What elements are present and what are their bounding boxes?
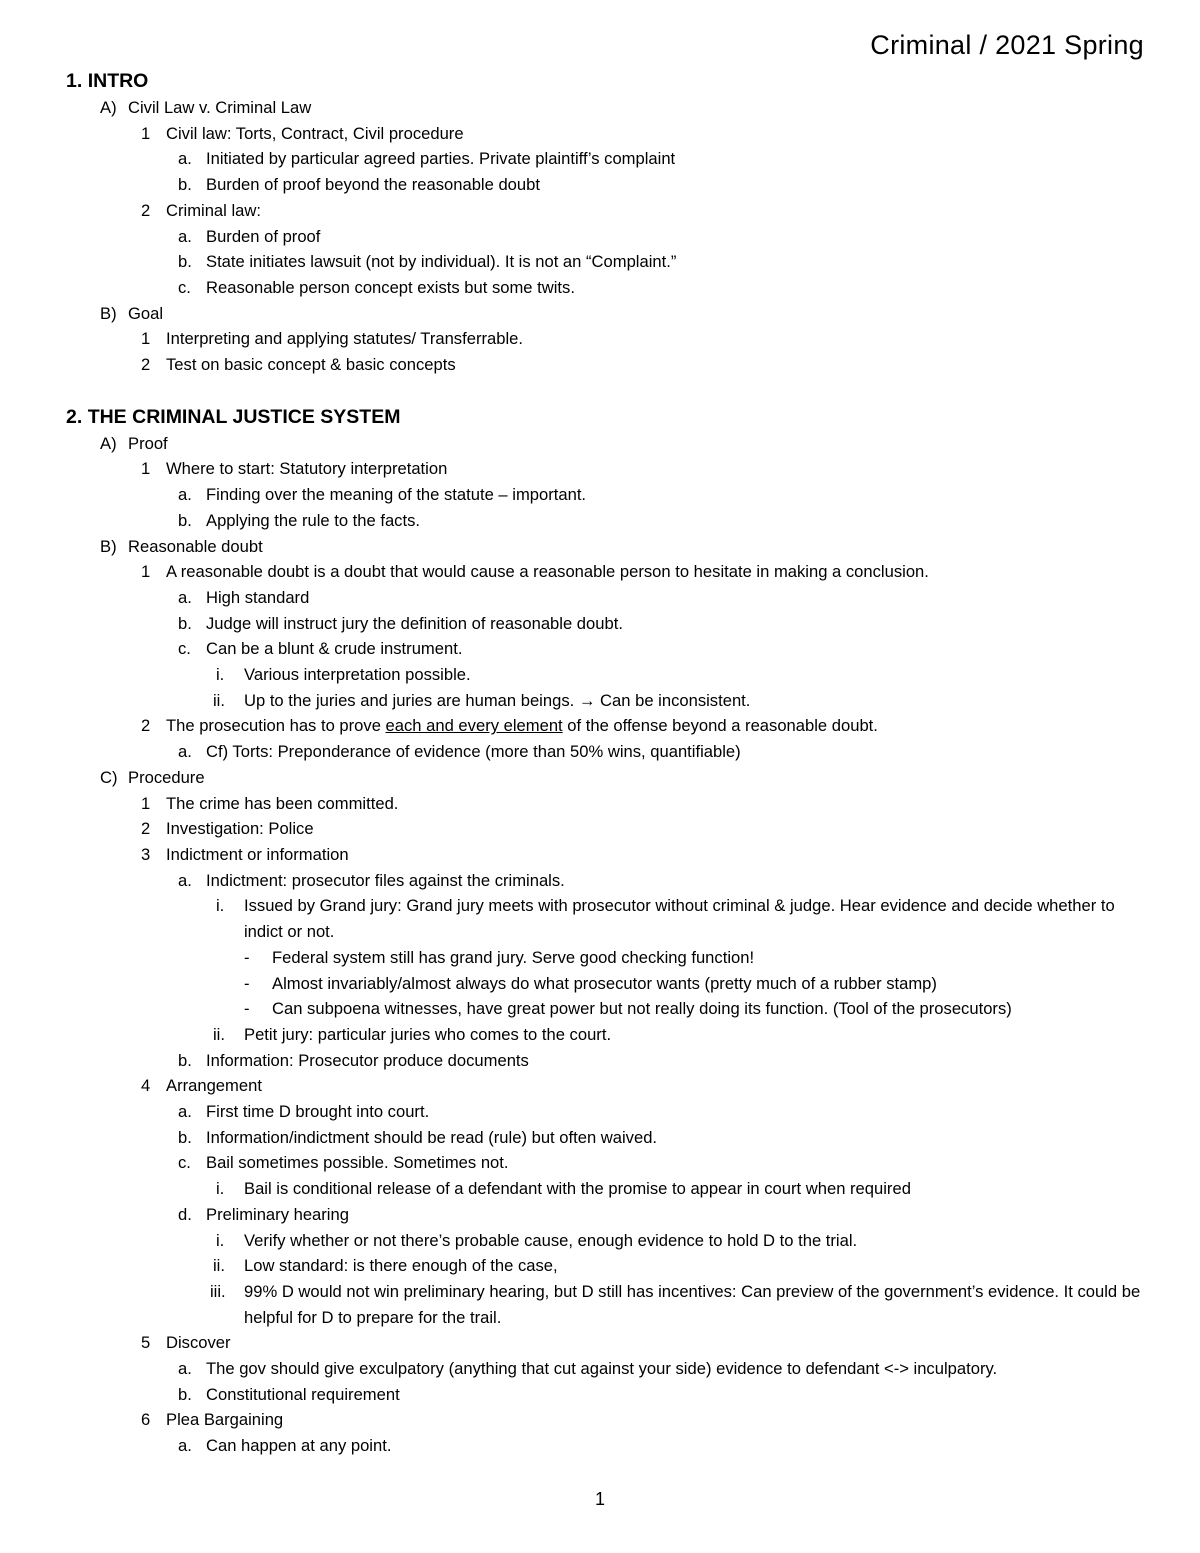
- section-heading: 2. THE CRIMINAL JUSTICE SYSTEM: [66, 405, 401, 428]
- list-item: c. Can be a blunt & crude instrument.: [178, 639, 463, 659]
- list-item: - Can subpoena witnesses, have great power but not really doing its function. (Tool of the prosecutors): [244, 999, 1012, 1019]
- underlined-phrase: each and every element: [385, 716, 563, 736]
- list-item: 2 The prosecution has to prove each and every element of the offense beyond a reasonable doubt.: [141, 716, 878, 736]
- page-header-title: Criminal / 2021 Spring: [870, 30, 1144, 60]
- list-item: a. The gov should give exculpatory (anything that cut against your side) evidence to defendant <-> inculpatory.: [178, 1359, 998, 1379]
- subsection-heading: B) Reasonable doubt: [100, 536, 263, 556]
- subsection-heading: C) Procedure: [100, 767, 205, 787]
- list-item: c. Bail sometimes possible. Sometimes not.: [178, 1153, 509, 1173]
- list-item: 6 Plea Bargaining: [141, 1410, 284, 1430]
- list-item: 2 Test on basic concept & basic concepts: [141, 355, 456, 375]
- list-item: i. Various interpretation possible.: [216, 665, 471, 685]
- list-item: b. Information: Prosecutor produce documents: [178, 1050, 529, 1070]
- list-item: ii. Up to the juries and juries are human beings. → Can be inconsistent.: [213, 690, 751, 710]
- list-item: 4 Arrangement: [141, 1076, 262, 1096]
- list-item: 1 Interpreting and applying statutes/ Transferrable.: [141, 329, 523, 349]
- list-item: iii. 99% D would not win preliminary hearing, but D still has incentives: Can preview of the government’s evidence. It could be helpful for D to prepare for the trail.: [210, 1281, 1141, 1327]
- list-item: b. Constitutional requirement: [178, 1384, 400, 1404]
- list-item: c. Reasonable person concept exists but some twits.: [178, 277, 575, 297]
- list-item: 2 Criminal law:: [141, 200, 261, 220]
- list-item: b. Burden of proof beyond the reasonable doubt: [178, 175, 540, 195]
- list-item: a. Finding over the meaning of the statute – important.: [178, 485, 587, 505]
- section-heading: 1. INTRO: [66, 70, 149, 92]
- list-item: 3 Indictment or information: [141, 844, 349, 864]
- list-item: i. Bail is conditional release of a defendant with the promise to appear in court when required: [216, 1179, 911, 1199]
- list-item: a. Cf) Torts: Preponderance of evidence (more than 50% wins, quantifiable): [178, 742, 741, 762]
- list-item: a. Burden of proof: [178, 226, 321, 246]
- list-item: a. Initiated by particular agreed parties. Private plaintiff’s complaint: [178, 149, 676, 169]
- list-item: 2 Investigation: Police: [141, 819, 314, 839]
- list-item: b. State initiates lawsuit (not by individual). It is not an “Complaint.”: [178, 252, 677, 272]
- subsection-heading: A) Proof: [100, 433, 168, 453]
- list-item: a. First time D brought into court.: [178, 1102, 430, 1122]
- list-item: - Federal system still has grand jury. Serve good checking function!: [244, 947, 755, 967]
- list-item: b. Applying the rule to the facts.: [178, 510, 421, 530]
- list-item: i. Verify whether or not there’s probable cause, enough evidence to hold D to the trial.: [216, 1230, 858, 1250]
- list-item: - Almost invariably/almost always do what prosecutor wants (pretty much of a rubber stamp): [244, 973, 937, 993]
- document-body: [66, 68, 1156, 1459]
- list-item: ii. Petit jury: particular juries who comes to the court.: [213, 1024, 612, 1044]
- list-item: 1 A reasonable doubt is a doubt that would cause a reasonable person to hesitate in making a conclusion.: [141, 562, 929, 582]
- list-item: 5 Discover: [141, 1333, 231, 1353]
- list-item: i. Issued by Grand jury: Grand jury meets with prosecutor without criminal & judge. Hear evidence and decide whether to indict or not.: [216, 896, 1115, 942]
- list-item: a. Indictment: prosecutor files against the criminals.: [178, 870, 565, 890]
- list-item: 1 Where to start: Statutory interpretation: [141, 459, 448, 479]
- list-item: d. Preliminary hearing: [178, 1204, 349, 1224]
- list-item: a. High standard: [178, 587, 310, 607]
- list-item: b. Judge will instruct jury the definition of reasonable doubt.: [178, 613, 623, 633]
- list-item: 1 Civil law: Torts, Contract, Civil procedure: [141, 123, 464, 143]
- list-item: b. Information/indictment should be read (rule) but often waived.: [178, 1127, 658, 1147]
- page-number: 1: [594, 1489, 605, 1509]
- list-item: a. Can happen at any point.: [178, 1436, 392, 1456]
- subsection-heading: B) Goal: [100, 303, 164, 323]
- list-item: ii. Low standard: is there enough of the case,: [213, 1256, 558, 1276]
- subsection-heading: A) Civil Law v. Criminal Law: [100, 98, 312, 117]
- list-item: 1 The crime has been committed.: [141, 793, 399, 813]
